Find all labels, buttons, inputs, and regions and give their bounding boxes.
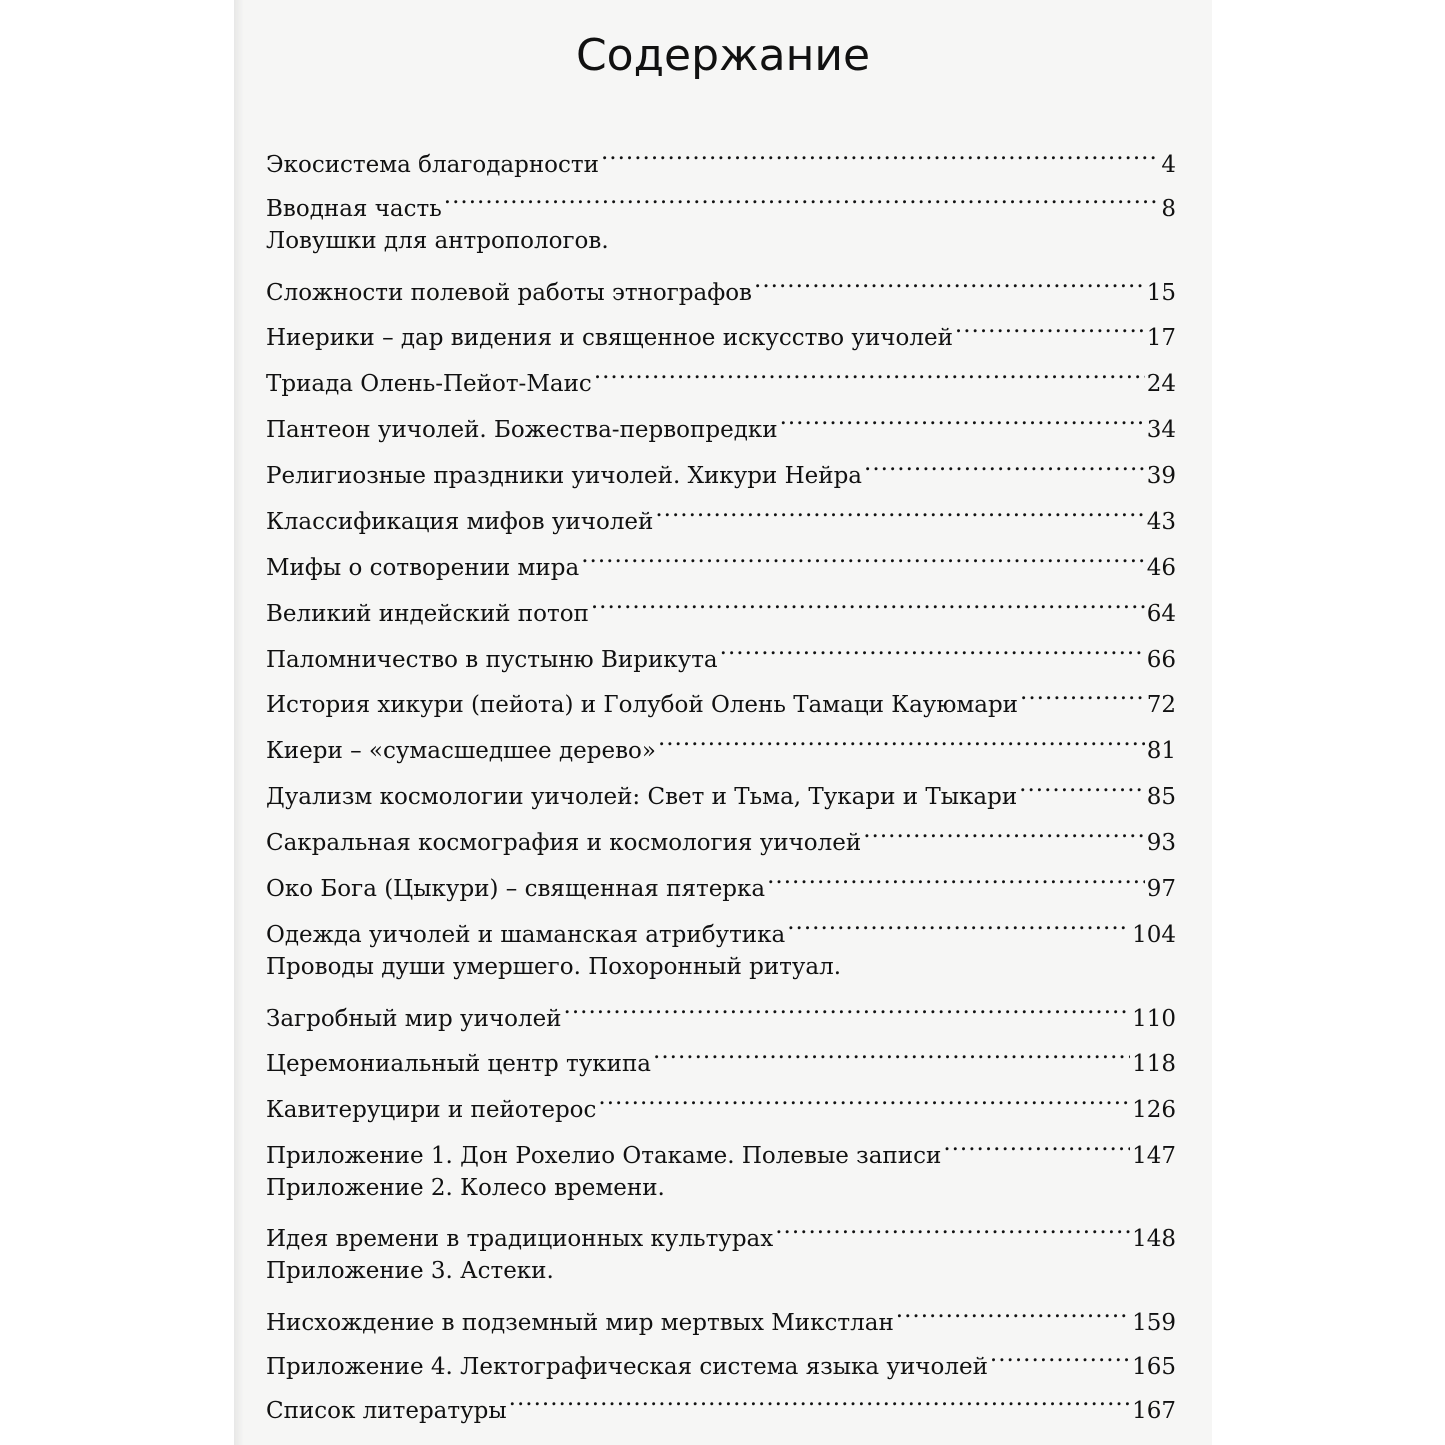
toc-entry-title: Ниерики – дар видения и священное искусство уичолей [266, 325, 953, 351]
toc-entry[interactable] [266, 633, 1176, 673]
toc-entry-title-line1: Приложение 3. Астеки. [266, 1258, 554, 1284]
toc-entry-title: Дуализм космологии уичолей: Свет и Тьма, Тукари и Тыкари [266, 784, 1018, 810]
toc-leader-dots [1019, 770, 1145, 804]
toc-entry-page: 159 [1132, 1310, 1176, 1336]
toc-entry[interactable] [266, 1296, 1176, 1336]
toc-leader-dots [444, 182, 1160, 216]
toc-leader-dots [594, 357, 1145, 391]
toc-leader-dots [1020, 678, 1145, 712]
toc-entry-first-line [266, 1258, 1176, 1292]
toc-entry-title-line1: Ловушки для антропологов. [266, 228, 609, 254]
toc-entry-page: 64 [1146, 601, 1176, 627]
toc-leader-dots [863, 816, 1145, 850]
toc-entry-title: Вводная часть [266, 196, 442, 222]
toc-entry-title: Список литературы [266, 1398, 507, 1424]
toc-entry[interactable] [266, 1083, 1176, 1123]
toc-leader-dots [780, 403, 1145, 437]
toc-entry-page: 72 [1146, 692, 1176, 718]
toc-entry-page: 39 [1146, 463, 1176, 489]
toc-entry-title: Сложности полевой работы этнографов [266, 280, 753, 306]
toc-entry-title: Кавитеруцири и пейотерос [266, 1097, 597, 1123]
toc-entry[interactable] [266, 1340, 1176, 1380]
toc-entry-page: 97 [1146, 876, 1176, 902]
toc-leader-dots [767, 862, 1145, 896]
toc-entry[interactable] [266, 1212, 1176, 1252]
toc-entry-title: Триада Олень-Пейот-Маис [266, 371, 592, 397]
toc-entry[interactable] [266, 816, 1176, 856]
toc-leader-dots [775, 1212, 1130, 1246]
toc-leader-dots [564, 992, 1131, 1026]
toc-entry-page: 165 [1132, 1354, 1176, 1380]
toc-entry-first-line [266, 954, 1176, 988]
toc-entry-page: 66 [1146, 647, 1176, 673]
toc-entry-first-line [266, 1175, 1176, 1209]
toc-entry-page: 46 [1146, 555, 1176, 581]
toc-entry-title: Око Бога (Цыкури) – священная пятерка [266, 876, 766, 902]
toc-entry-title: Приложение 4. Лектографическая система языка уичолей [266, 1354, 988, 1380]
toc-entry-title: Пантеон уичолей. Божества-первопредки [266, 417, 778, 443]
toc-entry-page: 15 [1146, 280, 1176, 306]
toc-entry-page: 104 [1132, 922, 1176, 948]
page-title: Содержание [575, 30, 871, 81]
toc-entry-page: 81 [1146, 738, 1176, 764]
toc-leader-dots [955, 311, 1145, 345]
toc-entry-page: 93 [1146, 830, 1176, 856]
toc-leader-dots [581, 541, 1145, 575]
toc-leader-dots [990, 1340, 1130, 1374]
toc-entry-title-line1: Проводы души умершего. Похоронный ритуал. [266, 954, 842, 980]
toc-entry-title: Религиозные праздники уичолей. Хикури Нейра [266, 463, 863, 489]
toc-entry[interactable] [266, 724, 1176, 764]
toc-entry[interactable] [266, 992, 1176, 1032]
toc-entry-page: 148 [1132, 1226, 1176, 1252]
toc-entry-page: 8 [1161, 196, 1176, 222]
toc-entry-title: Великий индейский потоп [266, 601, 589, 627]
toc-leader-dots [591, 587, 1145, 621]
toc-entry[interactable] [266, 678, 1176, 718]
toc-entry-title: Классификация мифов уичолей [266, 509, 654, 535]
toc-entry[interactable] [266, 1384, 1176, 1424]
toc-entry-page: 17 [1146, 325, 1176, 351]
toc-entry-page: 147 [1132, 1143, 1176, 1169]
toc-entry-title: Мифы о сотворении мира [266, 555, 580, 581]
toc-leader-dots [754, 266, 1145, 300]
toc-entry-page: 126 [1132, 1097, 1176, 1123]
toc-entry[interactable] [266, 541, 1176, 581]
toc-leader-dots [653, 1037, 1130, 1071]
toc-entry-first-line [266, 228, 1176, 262]
toc-entry-title: Паломничество в пустыню Вирикута [266, 647, 718, 673]
toc-leader-dots [601, 138, 1159, 172]
toc-entry-title: Одежда уичолей и шаманская атрибутика [266, 922, 786, 948]
toc-entry-title: Сакральная космография и космология уичолей [266, 830, 862, 856]
toc-entry-title: Нисхождение в подземный мир мертвых Микстлан [266, 1310, 894, 1336]
toc-entry[interactable] [266, 1129, 1176, 1169]
toc-entry-page: 24 [1146, 371, 1176, 397]
toc-entry-title: История хикури (пейота) и Голубой Олень Тамаци Кауюмари [266, 692, 1019, 718]
toc-entry-title: Экосистема благодарности [266, 152, 599, 178]
toc-leader-dots [787, 908, 1130, 942]
book-page [234, 0, 1212, 1445]
toc-entry-page: 167 [1132, 1398, 1176, 1424]
toc-entry[interactable] [266, 182, 1176, 222]
toc-entry-page: 85 [1146, 784, 1176, 810]
toc-entry[interactable] [266, 1037, 1176, 1077]
toc-leader-dots [658, 724, 1145, 758]
toc-leader-dots [896, 1296, 1130, 1330]
toc-entry-title: Загробный мир уичолей [266, 1006, 562, 1032]
toc-entry[interactable] [266, 908, 1176, 948]
toc-entry-page: 34 [1146, 417, 1176, 443]
toc-entry[interactable] [266, 449, 1176, 489]
toc-entry[interactable] [266, 862, 1176, 902]
toc-leader-dots [598, 1083, 1130, 1117]
toc-entry-page: 4 [1161, 152, 1176, 178]
toc-entry-title: Приложение 1. Дон Рохелио Отакаме. Полевые записи [266, 1143, 942, 1169]
toc-entry-title: Церемониальный центр тукипа [266, 1051, 652, 1077]
toc-entry-title: Киери – «сумасшедшее дерево» [266, 738, 656, 764]
toc-leader-dots [943, 1129, 1130, 1163]
toc-entry[interactable] [266, 587, 1176, 627]
toc-entry-page: 118 [1132, 1051, 1176, 1077]
toc-leader-dots [655, 495, 1144, 529]
toc-entry-page: 43 [1146, 509, 1176, 535]
toc-entry-title-line1: Приложение 2. Колесо времени. [266, 1175, 665, 1201]
page-edge-shadow [234, 0, 244, 1445]
toc-entry[interactable] [266, 403, 1176, 443]
toc-leader-dots [864, 449, 1145, 483]
toc-entry[interactable] [266, 311, 1176, 351]
toc-entry[interactable] [266, 138, 1176, 178]
toc-entry[interactable] [266, 266, 1176, 306]
toc-leader-dots [720, 633, 1145, 667]
toc-entry[interactable] [266, 357, 1176, 397]
toc-entry[interactable] [266, 770, 1176, 810]
toc-entry-page: 110 [1132, 1006, 1176, 1032]
toc-entry[interactable] [266, 495, 1176, 535]
toc-leader-dots [509, 1384, 1130, 1418]
toc-entry-title: Идея времени в традиционных культурах [266, 1226, 774, 1252]
